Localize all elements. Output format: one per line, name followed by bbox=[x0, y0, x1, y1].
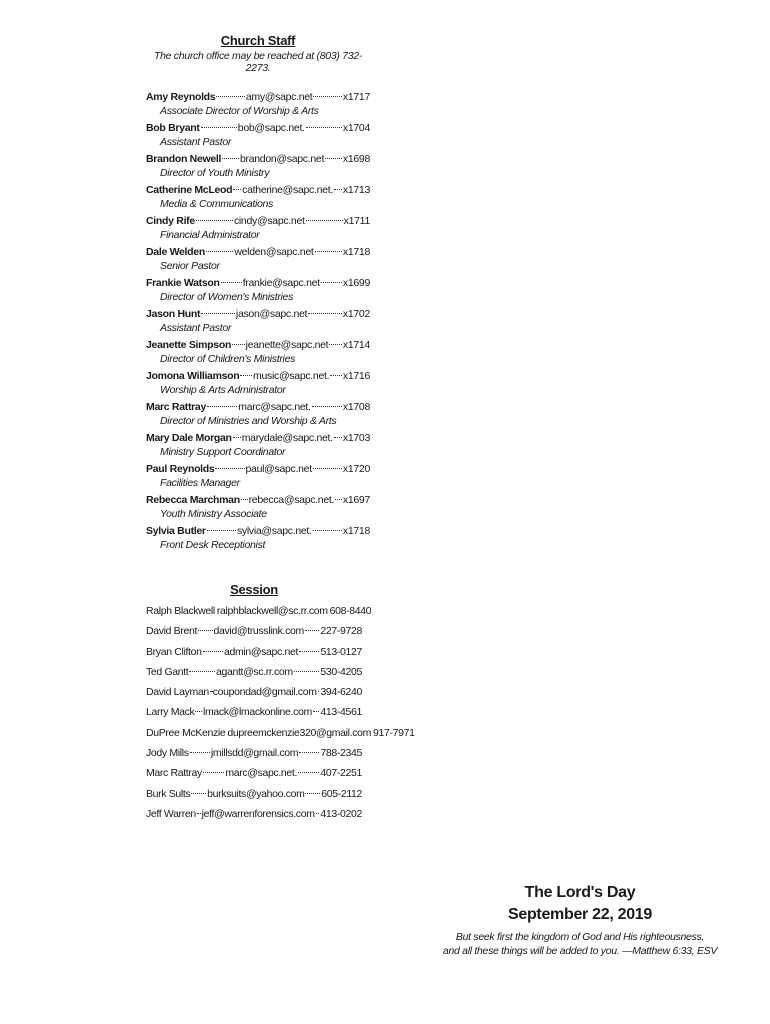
staff-list bbox=[146, 90, 370, 555]
session-member-name: David Brent bbox=[146, 625, 198, 638]
staff-email: marc@sapc.net. bbox=[238, 401, 311, 413]
staff-entry bbox=[146, 338, 370, 369]
staff-extension: x1703 bbox=[342, 432, 370, 444]
staff-name: Jeanette Simpson bbox=[146, 339, 232, 351]
dot-leader bbox=[313, 96, 341, 97]
dot-leader bbox=[312, 406, 342, 407]
session-section bbox=[146, 582, 415, 824]
session-member-name: Ralph Blackwell bbox=[146, 605, 215, 617]
dot-leader bbox=[241, 499, 248, 500]
dot-leader bbox=[240, 375, 252, 376]
dot-leader bbox=[299, 651, 319, 652]
church-staff-title: Church Staff bbox=[220, 33, 296, 48]
staff-line bbox=[146, 400, 370, 414]
service-date: September 22, 2019 bbox=[507, 906, 653, 923]
dot-leader bbox=[207, 406, 237, 407]
dot-leader bbox=[313, 468, 342, 469]
staff-email: frankie@sapc.net bbox=[242, 277, 320, 289]
session-member-email: jmillsdd@gmail.com bbox=[210, 747, 299, 760]
session-row bbox=[146, 682, 362, 702]
session-list bbox=[146, 601, 415, 824]
staff-email: amy@sapc.net bbox=[245, 91, 313, 103]
staff-entry bbox=[146, 152, 370, 183]
dot-leader bbox=[299, 752, 319, 753]
dot-leader bbox=[334, 437, 342, 438]
staff-entry bbox=[146, 214, 370, 245]
verse-line: and all these things will be added to you. —Matthew 6:33, ESV bbox=[442, 945, 718, 957]
dot-leader bbox=[329, 344, 342, 345]
dot-leader bbox=[306, 127, 342, 128]
dot-leader bbox=[321, 282, 342, 283]
session-row bbox=[146, 662, 362, 682]
session-member-phone: 413-4561 bbox=[320, 706, 363, 719]
session-member-name: DuPree McKenzie bbox=[146, 726, 226, 739]
session-member-phone: 227-9728 bbox=[320, 625, 362, 638]
staff-role: Director of Ministries and Worship & Arts bbox=[160, 415, 337, 427]
dot-leader bbox=[308, 313, 342, 314]
session-member-email: marc@sapc.net. bbox=[225, 767, 298, 780]
staff-line bbox=[146, 183, 370, 197]
staff-extension: x1697 bbox=[342, 494, 370, 506]
staff-extension: x1702 bbox=[342, 308, 371, 320]
session-member-email: burksuits@yahoo.com bbox=[207, 787, 305, 800]
staff-line bbox=[146, 524, 370, 538]
staff-entry bbox=[146, 400, 370, 431]
staff-name: Jomona Williamson bbox=[146, 370, 240, 382]
staff-entry bbox=[146, 183, 370, 214]
staff-name: Mary Dale Morgan bbox=[146, 432, 232, 444]
staff-name: Jason Hunt bbox=[146, 308, 201, 320]
dot-leader bbox=[198, 630, 213, 631]
staff-email: brandon@sapc.net bbox=[239, 153, 325, 165]
staff-entry bbox=[146, 431, 370, 462]
session-member-name: Jody Mills bbox=[146, 747, 189, 760]
staff-extension: x1704 bbox=[342, 122, 370, 134]
session-member-phone: 608-8440 bbox=[329, 605, 372, 617]
session-member-phone: 394-6240 bbox=[320, 686, 363, 699]
dot-leader bbox=[294, 671, 320, 672]
staff-role: Senior Pastor bbox=[160, 260, 220, 272]
staff-entry bbox=[146, 462, 370, 493]
staff-name: Marc Rattray bbox=[146, 401, 207, 413]
session-member-email: admin@sapc.net bbox=[223, 645, 299, 658]
staff-name: Frankie Watson bbox=[146, 277, 220, 289]
session-member-phone: 530-4205 bbox=[320, 665, 362, 678]
staff-role: Worship & Arts Administrator bbox=[160, 384, 286, 396]
session-member-email: dupreemckenzie320@gmail.com bbox=[227, 726, 371, 739]
session-member-name: Bryan Clifton bbox=[146, 645, 202, 658]
session-member-email: jeff@warrenforensics.com bbox=[201, 807, 315, 820]
dot-leader bbox=[207, 530, 236, 531]
staff-email: marydale@sapc.net. bbox=[241, 432, 333, 444]
staff-line bbox=[146, 307, 370, 321]
staff-entry bbox=[146, 307, 370, 338]
session-member-email: ralphblackwell@sc.rr.com bbox=[216, 605, 328, 617]
staff-extension: x1699 bbox=[342, 277, 370, 289]
session-row bbox=[146, 601, 372, 621]
session-member-email: coupondad@gmail.com bbox=[212, 686, 317, 699]
staff-name: Cindy Rife bbox=[146, 215, 195, 227]
staff-extension: x1720 bbox=[342, 463, 370, 475]
dot-leader bbox=[203, 772, 224, 773]
dot-leader bbox=[335, 499, 342, 500]
dot-leader bbox=[313, 530, 342, 531]
session-row bbox=[146, 763, 362, 783]
dot-leader bbox=[305, 793, 320, 794]
staff-entry bbox=[146, 276, 370, 307]
dot-leader bbox=[201, 127, 237, 128]
staff-role: Media & Communications bbox=[160, 198, 274, 210]
verse-line: But seek first the kingdom of God and His righteousness, bbox=[455, 931, 705, 943]
dot-leader bbox=[325, 158, 342, 159]
session-member-name: David Layman bbox=[146, 686, 209, 699]
office-phone-note: The church office may be reached at (803) 732-2273. bbox=[154, 50, 362, 74]
staff-role: Ministry Support Coordinator bbox=[160, 446, 286, 458]
session-member-phone: 513-0127 bbox=[320, 645, 363, 658]
church-staff-section bbox=[146, 33, 370, 555]
staff-name: Amy Reynolds bbox=[146, 91, 216, 103]
staff-extension: x1698 bbox=[342, 153, 371, 165]
dot-leader bbox=[201, 313, 235, 314]
dot-leader bbox=[318, 691, 320, 692]
session-row bbox=[146, 743, 362, 763]
staff-line bbox=[146, 369, 370, 383]
staff-entry bbox=[146, 90, 370, 121]
staff-role: Director of Children's Ministries bbox=[160, 353, 296, 365]
staff-name: Paul Reynolds bbox=[146, 463, 215, 475]
staff-extension: x1716 bbox=[342, 370, 370, 382]
session-row bbox=[146, 702, 362, 722]
dot-leader bbox=[189, 671, 215, 672]
session-row bbox=[146, 784, 362, 804]
staff-name: Sylvia Butler bbox=[146, 525, 206, 537]
staff-role: Financial Administrator bbox=[160, 229, 260, 241]
session-member-email: agantt@sc.rr.com bbox=[215, 665, 293, 678]
staff-email: catherine@sapc.net. bbox=[242, 184, 333, 196]
dot-leader bbox=[232, 344, 245, 345]
session-member-name: Larry Mack bbox=[146, 706, 195, 719]
staff-role: Assistant Pastor bbox=[160, 322, 232, 334]
dot-leader bbox=[233, 437, 241, 438]
staff-name: Dale Welden bbox=[146, 246, 205, 258]
staff-line bbox=[146, 338, 370, 352]
session-member-phone: 605-2112 bbox=[321, 787, 363, 800]
staff-extension: x1714 bbox=[342, 339, 371, 351]
staff-role: Front Desk Receptionist bbox=[160, 539, 266, 551]
session-member-phone: 917-7971 bbox=[373, 726, 415, 739]
staff-role: Facilities Manager bbox=[160, 477, 240, 489]
staff-extension: x1717 bbox=[342, 91, 371, 103]
staff-line bbox=[146, 121, 370, 135]
dot-leader bbox=[306, 220, 343, 221]
staff-entry bbox=[146, 493, 370, 524]
dot-leader bbox=[298, 772, 319, 773]
staff-role: Director of Youth Ministry bbox=[160, 167, 270, 179]
staff-line bbox=[146, 462, 370, 476]
lords-day-footer bbox=[420, 882, 740, 958]
lords-day-heading: The Lord's Day bbox=[524, 884, 636, 901]
staff-email: jason@sapc.net bbox=[235, 308, 308, 320]
staff-name: Catherine McLeod bbox=[146, 184, 233, 196]
session-member-phone: 788-2345 bbox=[320, 747, 363, 760]
dot-leader bbox=[210, 691, 212, 692]
staff-email: jeanette@sapc.net bbox=[245, 339, 329, 351]
staff-extension: x1713 bbox=[342, 184, 370, 196]
staff-role: Director of Women's Ministries bbox=[160, 291, 294, 303]
dot-leader bbox=[196, 220, 233, 221]
dot-leader bbox=[334, 189, 342, 190]
session-row bbox=[146, 804, 362, 824]
session-member-name: Marc Rattray bbox=[146, 767, 202, 780]
dot-leader bbox=[233, 189, 241, 190]
staff-line bbox=[146, 431, 370, 445]
dot-leader bbox=[316, 813, 320, 814]
dot-leader bbox=[315, 251, 342, 252]
staff-name: Bob Bryant bbox=[146, 122, 200, 134]
staff-email: rebecca@sapc.net. bbox=[248, 494, 335, 506]
session-member-email: david@trusslink.com bbox=[213, 625, 304, 638]
staff-email: sylvia@sapc.net. bbox=[236, 525, 312, 537]
staff-line bbox=[146, 152, 370, 166]
staff-line bbox=[146, 493, 370, 507]
staff-email: music@sapc.net. bbox=[253, 370, 330, 382]
staff-extension: x1708 bbox=[342, 401, 370, 413]
session-row bbox=[146, 723, 415, 743]
dot-leader bbox=[195, 711, 202, 712]
scripture-verse bbox=[420, 930, 740, 958]
session-member-email: lmack@lmackonline.com bbox=[202, 706, 312, 719]
staff-name: Brandon Newell bbox=[146, 153, 222, 165]
staff-line bbox=[146, 90, 370, 104]
dot-leader bbox=[221, 282, 242, 283]
dot-leader bbox=[222, 158, 239, 159]
session-member-name: Jeff Warren bbox=[146, 807, 196, 820]
staff-name: Rebecca Marchman bbox=[146, 494, 240, 506]
staff-line bbox=[146, 276, 370, 290]
dot-leader bbox=[216, 96, 244, 97]
staff-entry bbox=[146, 121, 370, 152]
dot-leader bbox=[313, 711, 320, 712]
dot-leader bbox=[197, 813, 201, 814]
staff-email: cindy@sapc.net bbox=[233, 215, 305, 227]
session-member-name: Burk Sults bbox=[146, 787, 191, 800]
dot-leader bbox=[191, 793, 206, 794]
staff-extension: x1711 bbox=[343, 215, 370, 227]
session-member-phone: 407-2251 bbox=[320, 767, 362, 780]
dot-leader bbox=[330, 375, 342, 376]
staff-line bbox=[146, 214, 370, 228]
staff-entry bbox=[146, 369, 370, 400]
session-member-name: Ted Gantt bbox=[146, 665, 189, 678]
staff-email: bob@sapc.net. bbox=[237, 122, 305, 134]
staff-email: welden@sapc.net bbox=[234, 246, 314, 258]
staff-email: paul@sapc.net bbox=[245, 463, 312, 475]
staff-role: Assistant Pastor bbox=[160, 136, 232, 148]
staff-role: Youth Ministry Associate bbox=[160, 508, 267, 520]
session-title: Session bbox=[230, 582, 278, 597]
dot-leader bbox=[206, 251, 233, 252]
staff-extension: x1718 bbox=[342, 525, 370, 537]
session-row bbox=[146, 621, 362, 641]
dot-leader bbox=[190, 752, 210, 753]
staff-extension: x1718 bbox=[342, 246, 371, 258]
staff-entry bbox=[146, 245, 370, 276]
session-member-phone: 413-0202 bbox=[320, 807, 362, 820]
dot-leader bbox=[203, 651, 223, 652]
staff-line bbox=[146, 245, 370, 259]
staff-entry bbox=[146, 524, 370, 555]
dot-leader bbox=[305, 630, 320, 631]
dot-leader bbox=[215, 468, 244, 469]
staff-role: Associate Director of Worship & Arts bbox=[160, 105, 319, 117]
session-row bbox=[146, 642, 362, 662]
